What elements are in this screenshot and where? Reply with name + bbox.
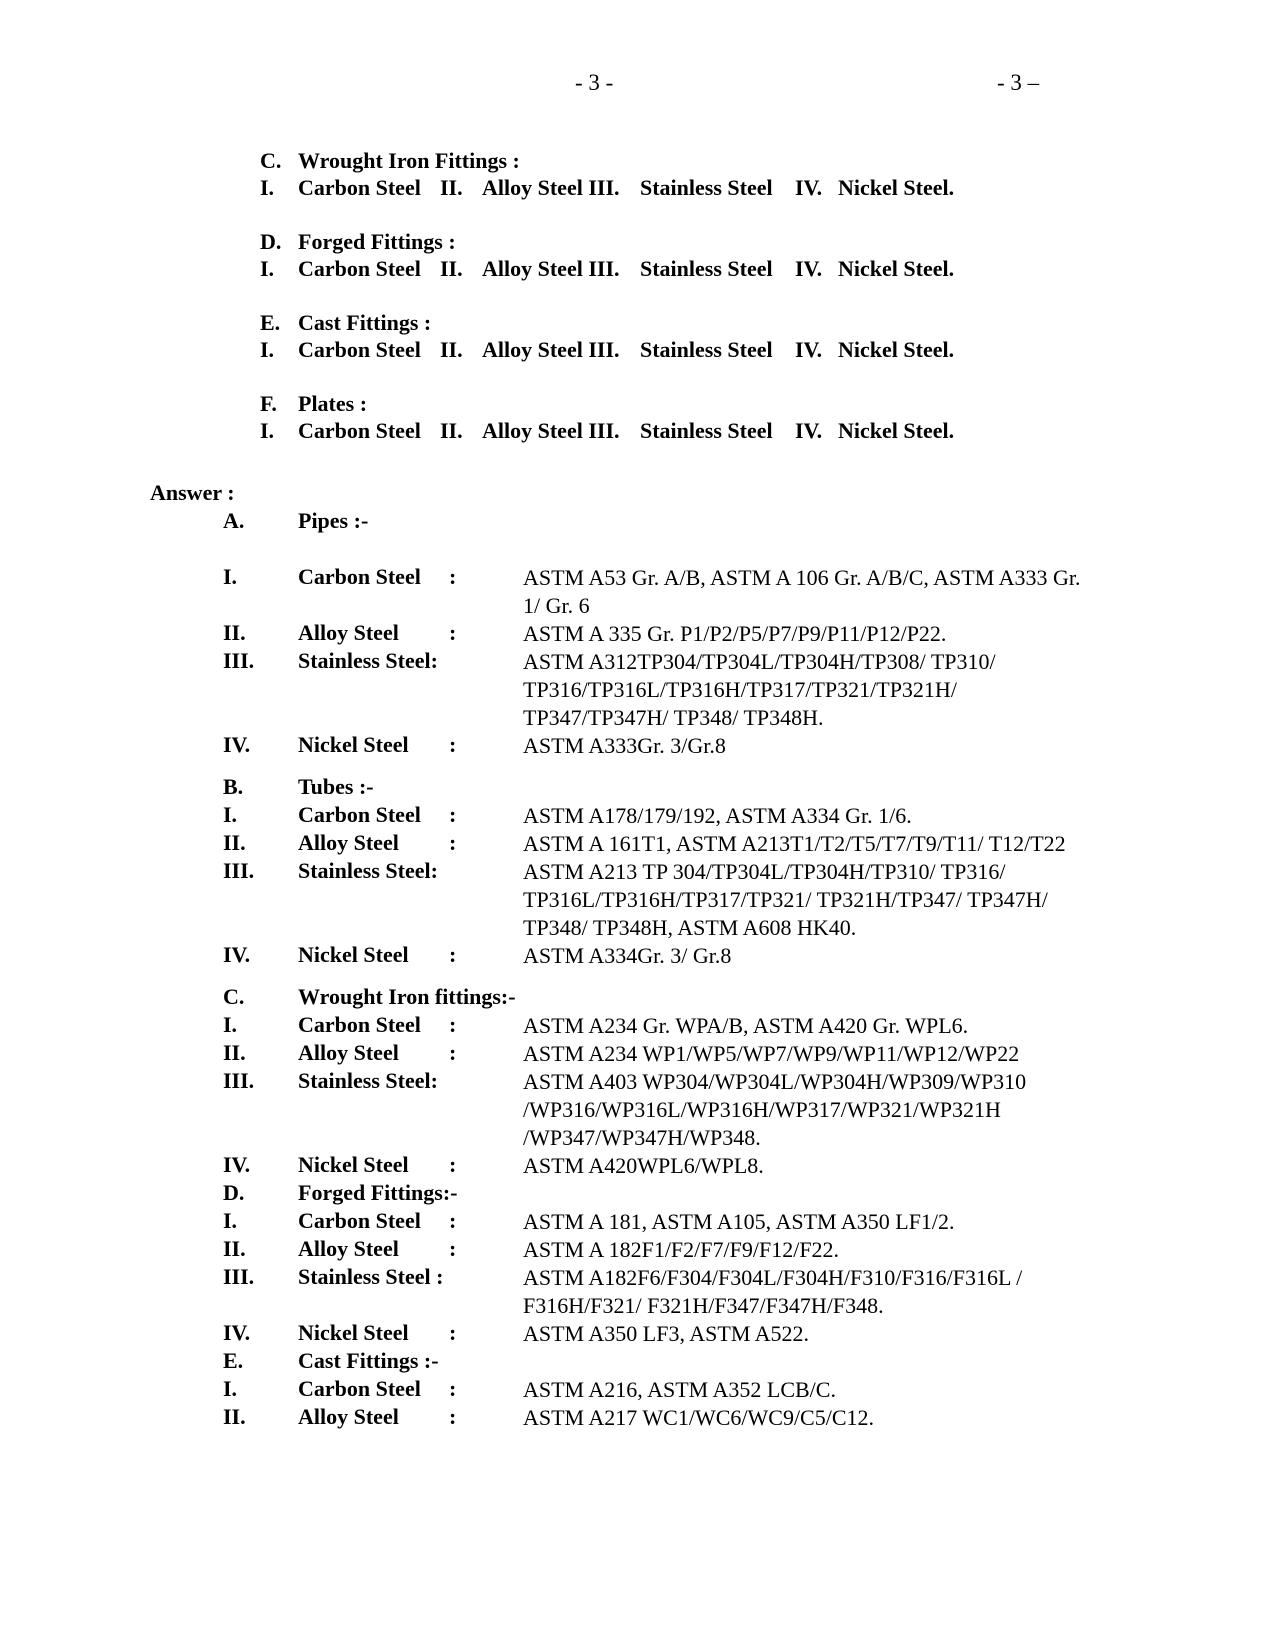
question-title: Forged Fittings : <box>298 229 456 254</box>
question-title: Wrought Iron Fittings : <box>298 148 520 173</box>
list-item: I. Carbon Steel : ASTM A53 Gr. A/B, ASTM A 106 Gr. A/B/C, ASTM A333 Gr. 1/ Gr. 6 <box>223 564 1081 618</box>
question-title: Plates : <box>298 391 368 416</box>
section-heading-tubes: B. Tubes :- <box>223 774 374 799</box>
question-letter: C. <box>260 148 282 173</box>
section-heading-wrought-iron: C. Wrought Iron fittings:- <box>223 984 516 1009</box>
answer-body <box>223 508 1123 1432</box>
list-item: IV. Nickel Steel : ASTM A333Gr. 3/Gr.8 <box>223 732 726 758</box>
section-heading-cast: E. Cast Fittings :- <box>223 1348 439 1373</box>
list-item: IV. Nickel Steel : ASTM A334Gr. 3/ Gr.8 <box>223 942 732 968</box>
list-item: IV. Nickel Steel : ASTM A350 LF3, ASTM A522. <box>223 1320 810 1346</box>
list-item: IV. Nickel Steel : ASTM A420WPL6/WPL8. <box>223 1152 764 1178</box>
list-item: III. Stainless Steel: ASTM A312TP304/TP304L/TP304H/TP308/ TP310/ TP316/TP316L/TP316H/TP317/TP321/TP321H/ TP347/TP347H/ TP348/ TP348H. <box>223 648 996 730</box>
page-number-right: - 3 – <box>997 70 1040 95</box>
list-item: I. Carbon Steel : ASTM A 181, ASTM A105, ASTM A350 LF1/2. <box>223 1208 955 1234</box>
page-number-center: - 3 - <box>575 70 614 95</box>
list-item: III. Stainless Steel : ASTM A182F6/F304/F304L/F304H/F310/F316/F316L / F316H/F321/ F321H/F347/F347H/F348. <box>223 1264 1023 1318</box>
list-item: I. Carbon Steel : ASTM A216, ASTM A352 LCB/C. <box>223 1376 836 1402</box>
answer-label: Answer : <box>150 480 235 505</box>
list-item: II. Alloy Steel : ASTM A 161T1, ASTM A213T1/T2/T5/T7/T9/T11/ T12/T22 <box>223 830 1066 856</box>
list-item: I. Carbon Steel : ASTM A178/179/192, ASTM A334 Gr. 1/6. <box>223 802 912 828</box>
question-letter: E. <box>260 310 281 335</box>
list-item: III. Stainless Steel: ASTM A213 TP 304/TP304L/TP304H/TP310/ TP316/ TP316L/TP316H/TP317/TP321/ TP321H/TP347/ TP347H/ TP348/ TP348H, ASTM A608 HK40. <box>223 858 1048 940</box>
question-letter: F. <box>260 391 277 416</box>
list-item: II. Alloy Steel : ASTM A217 WC1/WC6/WC9/C5/C12. <box>223 1404 875 1430</box>
list-item: II. Alloy Steel : ASTM A234 WP1/WP5/WP7/WP9/WP11/WP12/WP22 <box>223 1040 1020 1066</box>
list-item: II. Alloy Steel : ASTM A 335 Gr. P1/P2/P5/P7/P9/P11/P12/P22. <box>223 620 947 646</box>
list-item: III. Stainless Steel: ASTM A403 WP304/WP304L/WP304H/WP309/WP310 /WP316/WP316L/WP316H/WP317/WP321/WP321H /WP347/WP347H/WP348. <box>223 1068 1027 1150</box>
list-item: I. Carbon Steel : ASTM A234 Gr. WPA/B, ASTM A420 Gr. WPL6. <box>223 1012 969 1038</box>
section-heading-pipes: A. Pipes :- <box>223 508 369 533</box>
section-heading-forged: D. Forged Fittings:- <box>223 1180 458 1205</box>
question-letter: D. <box>260 229 282 254</box>
question-title: Cast Fittings : <box>298 310 432 335</box>
list-item: II. Alloy Steel : ASTM A 182F1/F2/F7/F9/F12/F22. <box>223 1236 840 1262</box>
